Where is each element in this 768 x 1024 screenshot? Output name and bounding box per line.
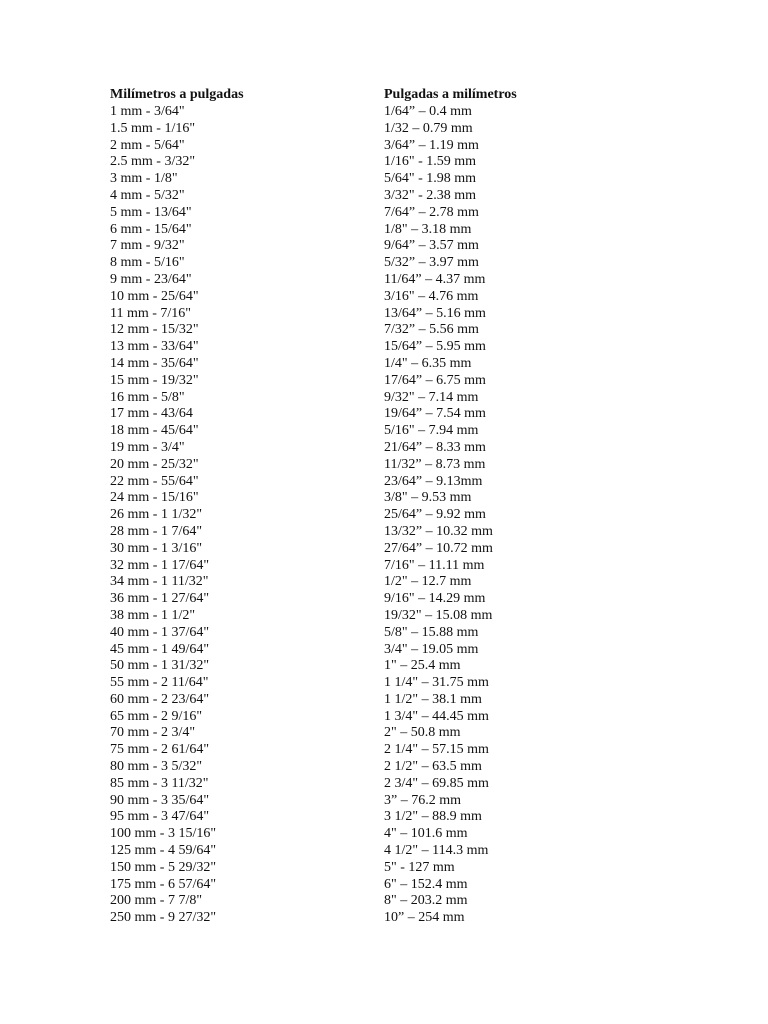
mm-to-inches-row: 18 mm - 45/64" — [110, 423, 199, 439]
mm-to-inches-row: 2.5 mm - 3/32" — [110, 154, 196, 170]
mm-to-inches-row: 10 mm - 25/64" — [110, 288, 199, 304]
inches-to-mm-row: 3/8" – 9.53 mm — [384, 490, 472, 506]
inches-to-mm-row: 9/16" – 14.29 mm — [384, 591, 486, 607]
mm-to-inches-row: 1 mm - 3/64" — [110, 104, 185, 119]
inches-to-mm-row: 10” – 254 mm — [384, 910, 465, 926]
mm-to-inches-row: 17 mm - 43/64 — [110, 406, 193, 422]
mm-to-inches-list — [110, 104, 370, 927]
inches-to-mm-row: 1" – 25.4 mm — [384, 658, 461, 674]
mm-to-inches-row: 75 mm - 2 61/64" — [110, 742, 210, 758]
inches-to-mm-row: 23/64” – 9.13mm — [384, 473, 483, 489]
inches-to-mm-row: 4" – 101.6 mm — [384, 826, 468, 842]
inches-to-mm-row: 5/16" – 7.94 mm — [384, 423, 479, 439]
mm-to-inches-column — [110, 86, 370, 927]
mm-to-inches-row: 9 mm - 23/64" — [110, 271, 192, 287]
inches-to-mm-row: 5" - 127 mm — [384, 859, 455, 875]
inches-to-mm-row: 1/4" – 6.35 mm — [384, 355, 472, 371]
mm-to-inches-row: 30 mm - 1 3/16" — [110, 540, 203, 556]
mm-to-inches-row: 250 mm - 9 27/32" — [110, 910, 217, 926]
inches-to-mm-row: 3/64” – 1.19 mm — [384, 137, 479, 153]
inches-to-mm-row: 2 1/4" – 57.15 mm — [384, 742, 489, 758]
mm-to-inches-row: 32 mm - 1 17/64" — [110, 557, 210, 573]
mm-to-inches-row: 34 mm - 1 11/32" — [110, 574, 209, 590]
inches-to-mm-row: 7/64” – 2.78 mm — [384, 204, 479, 220]
mm-to-inches-row: 36 mm - 1 27/64" — [110, 591, 210, 607]
mm-to-inches-row: 45 mm - 1 49/64" — [110, 641, 210, 657]
mm-to-inches-row: 13 mm - 33/64" — [110, 339, 199, 355]
inches-to-mm-row: 5/32” – 3.97 mm — [384, 255, 479, 271]
mm-to-inches-row: 200 mm - 7 7/8" — [110, 893, 203, 909]
mm-to-inches-row: 11 mm - 7/16" — [110, 305, 192, 321]
mm-to-inches-row: 22 mm - 55/64" — [110, 473, 199, 489]
inches-to-mm-row: 7/32” – 5.56 mm — [384, 322, 479, 338]
mm-to-inches-row: 85 mm - 3 11/32" — [110, 775, 209, 791]
mm-to-inches-row: 4 mm - 5/32" — [110, 187, 185, 203]
inches-to-mm-row: 1/2" – 12.7 mm — [384, 574, 472, 590]
mm-to-inches-row: 16 mm - 5/8" — [110, 389, 185, 405]
mm-to-inches-row: 6 mm - 15/64" — [110, 221, 192, 237]
inches-to-mm-row: 1/8" – 3.18 mm — [384, 221, 472, 237]
inches-to-mm-row: 1/32 – 0.79 mm — [384, 120, 473, 136]
inches-to-mm-row: 2 3/4" – 69.85 mm — [384, 775, 489, 791]
inches-to-mm-column — [384, 86, 664, 927]
inches-to-mm-row: 21/64” – 8.33 mm — [384, 439, 486, 455]
mm-to-inches-row: 26 mm - 1 1/32" — [110, 507, 203, 523]
inches-to-mm-row: 17/64” – 6.75 mm — [384, 372, 486, 388]
inches-to-mm-row: 1/64” – 0.4 mm — [384, 104, 472, 119]
mm-to-inches-row: 40 mm - 1 37/64" — [110, 624, 210, 640]
inches-to-mm-row: 2 1/2" – 63.5 mm — [384, 759, 482, 775]
mm-to-inches-row: 8 mm - 5/16" — [110, 255, 185, 271]
inches-to-mm-row: 27/64” – 10.72 mm — [384, 540, 493, 556]
inches-to-mm-row: 6" – 152.4 mm — [384, 876, 468, 892]
mm-to-inches-row: 1.5 mm - 1/16" — [110, 120, 196, 136]
mm-to-inches-row: 20 mm - 25/32" — [110, 456, 199, 472]
mm-to-inches-row: 125 mm - 4 59/64" — [110, 843, 217, 859]
inches-to-mm-row: 3/16" – 4.76 mm — [384, 288, 479, 304]
inches-to-mm-row: 9/64” – 3.57 mm — [384, 238, 479, 254]
mm-to-inches-row: 5 mm - 13/64" — [110, 204, 192, 220]
inches-to-mm-row: 3/32" - 2.38 mm — [384, 187, 477, 203]
inches-to-mm-row: 3/4" – 19.05 mm — [384, 641, 479, 657]
mm-to-inches-row: 175 mm - 6 57/64" — [110, 876, 217, 892]
mm-to-inches-row: 12 mm - 15/32" — [110, 322, 199, 338]
mm-to-inches-row: 2 mm - 5/64" — [110, 137, 185, 153]
inches-to-mm-list — [384, 104, 664, 927]
inches-to-mm-row: 11/32” – 8.73 mm — [384, 456, 486, 472]
mm-to-inches-row: 7 mm - 9/32" — [110, 238, 185, 254]
inches-to-mm-row: 1 3/4" – 44.45 mm — [384, 708, 489, 724]
inches-to-mm-row: 11/64” – 4.37 mm — [384, 271, 486, 287]
inches-to-mm-row: 13/32” – 10.32 mm — [384, 523, 493, 539]
inches-to-mm-row: 1/16" - 1.59 mm — [384, 154, 477, 170]
inches-to-mm-row: 19/32" – 15.08 mm — [384, 607, 493, 623]
inches-to-mm-row: 7/16" – 11.11 mm — [384, 557, 485, 573]
mm-to-inches-row: 15 mm - 19/32" — [110, 372, 199, 388]
mm-to-inches-row: 90 mm - 3 35/64" — [110, 792, 210, 808]
mm-to-inches-heading: Milímetros a pulgadas — [110, 87, 244, 102]
mm-to-inches-row: 28 mm - 1 7/64" — [110, 523, 203, 539]
mm-to-inches-row: 50 mm - 1 31/32" — [110, 658, 210, 674]
inches-to-mm-row: 3 1/2" – 88.9 mm — [384, 809, 482, 825]
inches-to-mm-row: 15/64” – 5.95 mm — [384, 339, 486, 355]
mm-to-inches-row: 100 mm - 3 15/16" — [110, 826, 217, 842]
inches-to-mm-row: 1 1/4" – 31.75 mm — [384, 675, 489, 691]
mm-to-inches-row: 38 mm - 1 1/2" — [110, 607, 196, 623]
mm-to-inches-row: 70 mm - 2 3/4" — [110, 725, 196, 741]
mm-to-inches-row: 3 mm - 1/8" — [110, 171, 178, 187]
inches-to-mm-row: 9/32" – 7.14 mm — [384, 389, 479, 405]
mm-to-inches-row: 60 mm - 2 23/64" — [110, 691, 210, 707]
inches-to-mm-row: 3” – 76.2 mm — [384, 792, 461, 808]
inches-to-mm-row: 19/64” – 7.54 mm — [384, 406, 486, 422]
inches-to-mm-row: 5/8" – 15.88 mm — [384, 624, 479, 640]
inches-to-mm-row: 1 1/2" – 38.1 mm — [384, 691, 482, 707]
inches-to-mm-row: 8" – 203.2 mm — [384, 893, 468, 909]
mm-to-inches-row: 95 mm - 3 47/64" — [110, 809, 210, 825]
mm-to-inches-row: 80 mm - 3 5/32" — [110, 759, 203, 775]
mm-to-inches-row: 19 mm - 3/4" — [110, 439, 185, 455]
mm-to-inches-row: 14 mm - 35/64" — [110, 355, 199, 371]
mm-to-inches-row: 65 mm - 2 9/16" — [110, 708, 203, 724]
inches-to-mm-row: 25/64” – 9.92 mm — [384, 507, 486, 523]
inches-to-mm-row: 4 1/2" – 114.3 mm — [384, 843, 489, 859]
mm-to-inches-row: 24 mm - 15/16" — [110, 490, 199, 506]
mm-to-inches-row: 150 mm - 5 29/32" — [110, 859, 217, 875]
inches-to-mm-row: 13/64” – 5.16 mm — [384, 305, 486, 321]
inches-to-mm-row: 2" – 50.8 mm — [384, 725, 461, 741]
inches-to-mm-heading: Pulgadas a milímetros — [384, 87, 517, 102]
inches-to-mm-row: 5/64" - 1.98 mm — [384, 171, 477, 187]
mm-to-inches-row: 55 mm - 2 11/64" — [110, 675, 209, 691]
